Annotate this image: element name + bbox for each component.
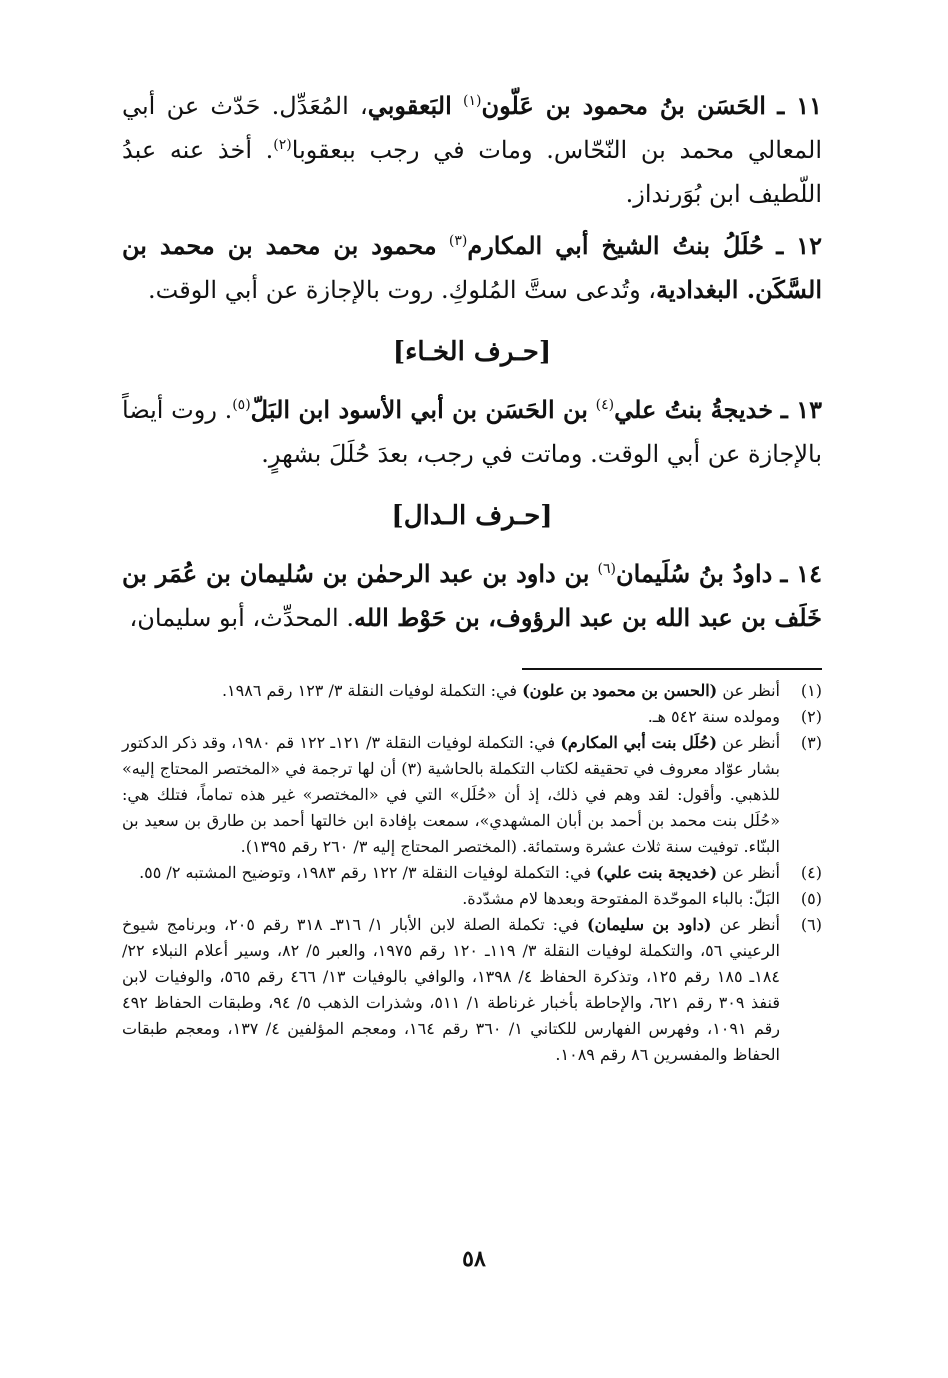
footnote-text: في: تكملة الصلة لابن الأبار ١/ ٣١٦ـ ٣١٨ رقم ٢٠٥، وبرنامج شيوخ الرعيني ٥٦، والتكملة لوفيات النقلة ٣/ ١١٩ـ ١٢٠ رقم ١٩٧٥، والعبر ٥/ ٨٢، وسير أعلام النبلاء ٢٢/ ١٨٤ـ ١٨٥ رقم ١٢٥، وتذكرة الحفاظ ٤/ ١٣٩٨، والوافي بالوفيات ١٣/ ٤٦٦ رقم ٥٦٥، والوفيات لابن قنفذ ٣٠٩ رقم ٦٢١، والإحاطة بأخبار غرناطة ١/ ٥١١، وشذرات الذهب ٥/ ٩٤، وطبقات الحفاظ ٤٩٢ رقم ١٠٩١، وفهرس الفهارس للكتاني ١/ ٣٦٠ رقم ١٦٤، ومعجم المؤلفين ٤/ ١٣٧، ومعجم طبقات الحفاظ والمفسرين ٨٦ رقم ١٠٨٩.	[122, 915, 781, 1064]
footnote-6	[122, 912, 822, 1068]
entry-name-continued: محمود بن محمد بن محمد بن السَّكَن. البغدادية	[122, 231, 822, 304]
footnote-1	[122, 678, 822, 704]
entry-number: ١٣ ـ	[780, 395, 822, 424]
entry-text: ، المُعَدِّل. حَدّث عن أبي المعالي محمد بن النّحّاس. ومات في رجب ببعقوبا	[122, 92, 822, 164]
footnote-number: (٢)	[800, 707, 822, 726]
footnote-text: ومولده سنة ٥٤٢ هـ.	[647, 707, 780, 726]
footnote-lead: أنظر عن	[711, 915, 780, 934]
entry-number: ١٢ ـ	[776, 231, 823, 260]
main-text	[122, 84, 822, 648]
footnote-number: (٥)	[800, 889, 822, 908]
entry-text: ، وتُدعى ستَّ المُلوكِ. روت بالإجازة عن أبي الوقت.	[148, 276, 657, 304]
footnote-text: البَلّ: بالباء الموحّدة المفتوحة وبعدها لام مشدّدة.	[462, 889, 780, 908]
footnote-3	[122, 730, 822, 860]
footnote-number: (٤)	[800, 863, 822, 882]
entry-11	[122, 84, 822, 216]
entry-name: الحَسَن بنُ محمود بن عَلّون	[481, 91, 766, 120]
footnote-divider	[522, 668, 822, 670]
entry-13	[122, 388, 822, 476]
entry-text: . أخذ عنه عبدُ اللّطيف ابن بُوَرنداز.	[122, 136, 822, 208]
entry-name: حُلَلُ بنتُ الشيخ أبي المكارم	[467, 231, 764, 260]
entry-name-continued: بن داود بن عبد الرحمٰن بن سُليمان بن عُمَر بن خَلَف بن عبد الله بن عبد الرؤوف، بن حَوْط الله	[122, 559, 822, 632]
footnote-ref: (٢)	[273, 137, 292, 153]
footnote-4	[122, 860, 822, 886]
footnote-ref: (٣)	[448, 233, 468, 249]
footnote-lead: أنظر عن	[717, 681, 780, 700]
entry-text: . روت أيضاً بالإجازة عن أبي الوقت. وماتت في رجب، بعدَ حُلَلَ بشهرٍ.	[122, 396, 822, 468]
footnote-ref: (٦)	[597, 561, 617, 577]
entry-name-continued: بن الحَسَن بن أبي الأسود ابن البَلّ	[250, 395, 588, 424]
entry-nisba: البَعقوبي	[367, 91, 452, 120]
footnote-text: في: التكملة لوفيات النقلة ٣/ ١٢١ـ ١٢٢ قم ١٩٨٠، وقد ذكر الدكتور بشار عوّاد معروف في تحقيقه لكتاب التكملة بالحاشية (٣) أن لها ترجمة في «المختصر المحتاج إليه» للذهبي. وأقول: لقد وهم في ذلك، إذ أن «حُلَل» التي في «المختصر» غير هذه تماماً، فتلك هي: «حُلَل بنت محمد بن أحمد بن أبان المشهدي»، سمعت بإفادة ابن خالتها أحمد بن طارق بن سعيد بن البنّاء. توفيت سنة ثلاث عشرة وستمائة. (المختصر المحتاج إليه ٣/ ٢٦٠ رقم ١٣٩٥).	[122, 733, 781, 856]
footnote-text: في: التكملة لوفيات النقلة ٣/ ١٢٣ رقم ١٩٨٦.	[221, 681, 523, 700]
footnote-subject: (داود بن سليمان)	[587, 915, 712, 934]
entry-text: . المحدِّث، أبو سليمان،	[129, 604, 354, 632]
footnote-5	[122, 886, 822, 912]
entry-name: خديجةُ بنتُ علي	[614, 395, 774, 424]
footnote-number: (٣)	[800, 733, 822, 752]
footnote-subject: (خديجة بنت علي)	[596, 863, 718, 882]
footnote-number: (٦)	[800, 915, 822, 934]
entry-number: ١٤ ـ	[780, 559, 822, 588]
entry-12	[122, 224, 822, 312]
footnote-lead: أنظر عن	[717, 733, 781, 752]
footnote-subject: (حُلَل بنت أبي المكارم)	[560, 733, 718, 752]
footnote-subject: (الحسن بن محمود بن علون)	[522, 681, 718, 700]
footnote-ref: (١)	[463, 93, 482, 109]
footnote-2	[122, 704, 822, 730]
footnote-ref: (٥)	[232, 397, 251, 413]
footnote-ref: (٤)	[595, 397, 615, 413]
footnote-text: في: التكملة لوفيات النقلة ٣/ ١٢٢ رقم ١٩٨٣، وتوضيح المشتبه ٢/ ٥٥.	[139, 863, 597, 882]
page-number: ٥٨	[462, 1246, 486, 1272]
section-heading-kha: [حـرف الخـاء]	[392, 337, 552, 367]
entry-14	[122, 552, 822, 640]
entry-number: ١١ ـ	[777, 91, 822, 120]
footnote-number: (١)	[800, 681, 822, 700]
footnotes	[122, 678, 822, 1068]
footnote-lead: أنظر عن	[717, 863, 780, 882]
entry-name: داودُ بنُ سُلَيمان	[616, 559, 773, 588]
section-heading-dal: [حـرف الـدال]	[391, 501, 553, 531]
